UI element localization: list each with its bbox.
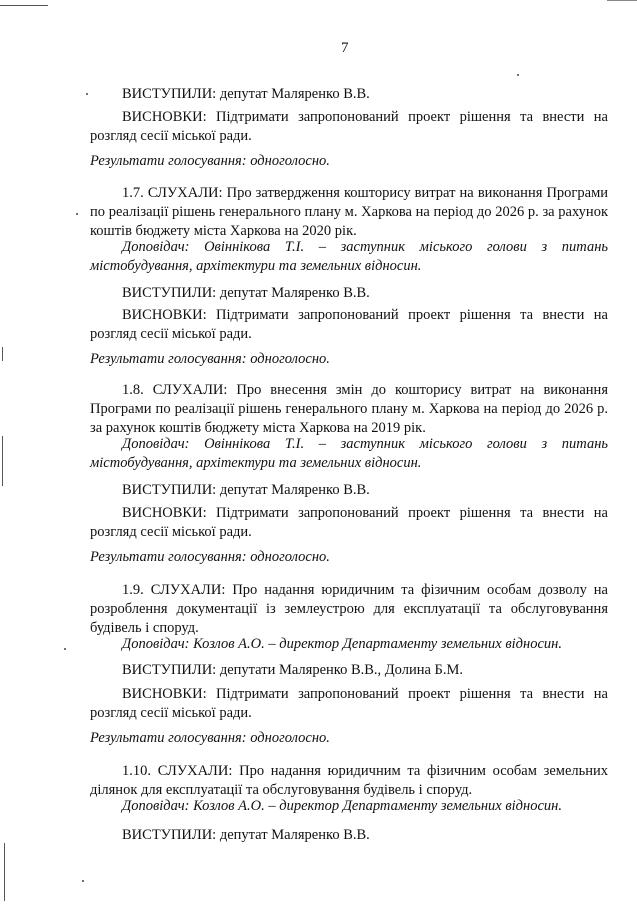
speakers-paragraph: ВИСТУПИЛИ: депутат Маляренко В.В. bbox=[122, 827, 370, 843]
scan-edge-mark bbox=[2, 436, 3, 486]
scan-edge-mark bbox=[4, 843, 5, 901]
voting-result: Результати голосування: одноголосно. bbox=[90, 351, 330, 367]
reporter-paragraph: Доповідач: Козлов А.О. – директор Департаменту земельних відносин. bbox=[122, 798, 562, 814]
scan-dot bbox=[64, 648, 66, 650]
voting-result: Результати голосування: одноголосно. bbox=[90, 549, 330, 565]
scan-dot bbox=[82, 880, 84, 882]
scan-dot bbox=[86, 93, 88, 95]
heard-item-1-8: 1.8. СЛУХАЛИ: Про внесення змін до кошторису витрат на виконання Програми по реалізації рішень генерального плану м. Харкова на період до 2026 р. за рахунок коштів бюджету міста Харкова на 2019 рік. bbox=[90, 382, 608, 436]
speakers-paragraph: ВИСТУПИЛИ: депутат Маляренко В.В. bbox=[122, 482, 370, 498]
conclusions-paragraph: ВИСНОВКИ: Підтримати запропонований проект рішення та внести на розгляд сесії міської ради. bbox=[90, 109, 608, 144]
scan-dot bbox=[76, 213, 78, 215]
scan-edge-mark bbox=[607, 0, 637, 1]
reporter-paragraph: Доповідач: Овіннікова Т.І. – заступник міського голови з питань містобудування, архітектури та земельних відносин. bbox=[90, 436, 608, 471]
page-number: 7 bbox=[341, 40, 349, 56]
reporter-paragraph: Доповідач: Овіннікова Т.І. – заступник міського голови з питань містобудування, архітектури та земельних відносин. bbox=[90, 239, 608, 274]
scan-edge-mark bbox=[0, 5, 48, 6]
scan-dot bbox=[517, 74, 519, 76]
voting-result: Результати голосування: одноголосно. bbox=[90, 730, 330, 746]
conclusions-paragraph: ВИСНОВКИ: Підтримати запропонований проект рішення та внести на розгляд сесії міської ради. bbox=[90, 686, 608, 721]
heard-item-1-10: 1.10. СЛУХАЛИ: Про надання юридичним та фізичним особам земельних ділянок для експлуатації та обслуговування будівель і споруд. bbox=[90, 763, 608, 798]
heard-item-1-9: 1.9. СЛУХАЛИ: Про надання юридичним та фізичним особам дозволу на розроблення документації із землеустрою для експлуатації та обслуговування будівель і споруд. bbox=[90, 582, 608, 636]
voting-result: Результати голосування: одноголосно. bbox=[90, 153, 330, 169]
speakers-paragraph: ВИСТУПИЛИ: депутати Маляренко В.В., Долина Б.М. bbox=[122, 662, 464, 678]
scan-edge-mark bbox=[2, 347, 3, 361]
conclusions-paragraph: ВИСНОВКИ: Підтримати запропонований проект рішення та внести на розгляд сесії міської ради. bbox=[90, 307, 608, 342]
reporter-paragraph: Доповідач: Козлов А.О. – директор Департаменту земельних відносин. bbox=[122, 636, 562, 652]
speakers-paragraph: ВИСТУПИЛИ: депутат Маляренко В.В. bbox=[122, 285, 370, 301]
heard-item-1-7: 1.7. СЛУХАЛИ: Про затвердження кошторису витрат на виконання Програми по реалізації рішень генерального плану м. Харкова на період до 2026 р. за рахунок коштів бюджету міста Харкова на 2020 рік. bbox=[90, 185, 608, 239]
conclusions-paragraph: ВИСНОВКИ: Підтримати запропонований проект рішення та внести на розгляд сесії міської ради. bbox=[90, 505, 608, 540]
speakers-paragraph: ВИСТУПИЛИ: депутат Маляренко В.В. bbox=[122, 86, 370, 102]
